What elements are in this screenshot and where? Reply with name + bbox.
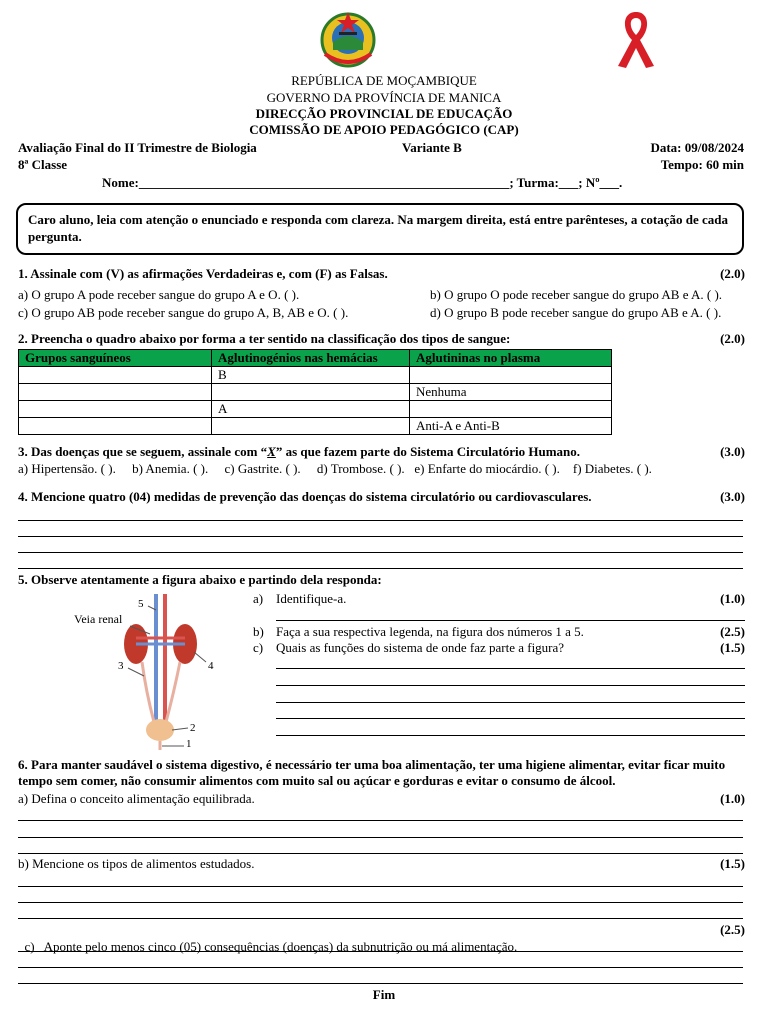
exam-time: Tempo: 60 min: [660, 157, 744, 172]
q5c-label: c): [253, 640, 264, 655]
table-cell[interactable]: [410, 367, 612, 384]
answer-line[interactable]: [18, 886, 743, 887]
q5b-label: b): [253, 624, 264, 639]
answer-line[interactable]: [18, 967, 743, 968]
q1-item-c[interactable]: c) O grupo AB pode receber sangue do grupo A, B, AB e O. ( ).: [18, 305, 349, 320]
q1-item-a[interactable]: a) O grupo A pode receber sangue do grupo A e O. ( ).: [18, 287, 300, 302]
mozambique-emblem-icon: [317, 8, 379, 70]
header-republic: REPÚBLICA DE MOÇAMBIQUE: [291, 73, 477, 88]
exam-class: 8ª Classe: [18, 157, 68, 172]
q6c-points: (2.5): [720, 922, 745, 937]
figure-number-2: 2: [190, 722, 196, 734]
q4-points: (3.0): [720, 489, 745, 504]
figure-number-4: 4: [208, 660, 214, 672]
q3-title: [18, 443, 745, 460]
q6b: [18, 855, 745, 872]
table-header-row: [19, 350, 612, 367]
answer-line[interactable]: [18, 837, 743, 838]
answer-line[interactable]: [18, 918, 743, 919]
q5a-points: (1.0): [720, 591, 745, 606]
q5c-text: Quais as funções do sistema de onde faz parte a figura?: [276, 640, 565, 655]
table-cell[interactable]: [212, 418, 410, 435]
answer-line[interactable]: [276, 702, 745, 703]
answer-line[interactable]: [18, 552, 743, 553]
figure-number-5: 5: [138, 598, 144, 610]
q1-points: (2.0): [720, 266, 745, 281]
q5a-label: a): [253, 591, 264, 606]
q3-points: (3.0): [720, 444, 745, 459]
q6-title: 6. Para manter saudável o sistema digestivo, é necessário ter uma boa alimentação, ter uma higiene alimentar, evitar ficar muito tempo sem comer, não consumir alimentos com muito sal ou açúcar e gorduras e evitar o consumo de álcool.: [18, 757, 726, 788]
answer-line[interactable]: [18, 951, 743, 952]
table-cell[interactable]: [19, 418, 212, 435]
table-header: Grupos sanguíneos: [19, 350, 212, 367]
exam-variant: Variante B: [402, 140, 462, 155]
answer-line[interactable]: [18, 902, 743, 903]
table-cell[interactable]: Nenhuma: [410, 384, 612, 401]
student-name-line[interactable]: Nome:_________________________________________________________; Turma:___; Nº___.: [102, 175, 623, 190]
answer-line[interactable]: [276, 685, 745, 686]
figure-label-vein: Veia renal: [74, 612, 123, 626]
q4-title-text: 4. Mencione quatro (04) medidas de prevenção das doenças do sistema circulatório ou cardiovasculares.: [18, 489, 592, 504]
answer-line[interactable]: [18, 520, 743, 521]
q2-title: [18, 330, 745, 347]
q6b-points: (1.5): [720, 856, 745, 871]
header-directorate: DIRECÇÃO PROVINCIAL DE EDUCAÇÃO: [255, 106, 513, 121]
instructions-box: Caro aluno, leia com atenção o enunciado e responda com clareza. Na margem direita, está entre parênteses, a cotação de cada pergunta.: [16, 203, 744, 255]
answer-line[interactable]: [18, 983, 743, 984]
blood-type-table: [18, 349, 612, 435]
table-row: [19, 367, 612, 384]
footer-end: Fim: [372, 987, 396, 1002]
q6a-text: a) Defina o conceito alimentação equilibrada.: [18, 791, 255, 806]
q5a-text: Identifique-a.: [276, 591, 347, 606]
q5b-text: Faça a sua respectiva legenda, na figura dos números 1 a 5.: [276, 624, 584, 639]
exam-date: Data: 09/08/2024: [650, 140, 744, 155]
table-cell[interactable]: [19, 384, 212, 401]
q2-points: (2.0): [720, 331, 745, 346]
q6a-points: (1.0): [720, 791, 745, 806]
header-commission: COMISSÃO DE APOIO PEDAGÓGICO (CAP): [249, 122, 519, 137]
table-row: [19, 384, 612, 401]
q1-title-text: 1. Assinale com (V) as afirmações Verdadeiras e, com (F) as Falsas.: [18, 266, 388, 281]
q1-item-b[interactable]: b) O grupo O pode receber sangue do grupo AB e A. ( ).: [430, 287, 723, 302]
answer-line[interactable]: [276, 718, 745, 719]
q5b-points: (2.5): [720, 624, 745, 639]
q6c-text: c) Aponte pelo menos cinco (05) consequências (doenças) da subnutrição ou má alimentação.: [24, 939, 518, 954]
table-row: [19, 401, 612, 418]
table-cell[interactable]: A: [212, 401, 410, 418]
answer-line[interactable]: [276, 620, 745, 621]
q1-item-d[interactable]: d) O grupo B pode receber sangue do grupo AB e A. ( ).: [430, 305, 722, 320]
q6a: [18, 790, 745, 807]
exam-title: Avaliação Final do II Trimestre de Biologia: [18, 140, 257, 155]
answer-line[interactable]: [18, 568, 743, 569]
answer-line[interactable]: [276, 735, 745, 736]
table-cell[interactable]: [212, 384, 410, 401]
q3-title-mark: X: [267, 444, 276, 459]
table-cell[interactable]: B: [212, 367, 410, 384]
q6c: [18, 921, 745, 954]
q5c-points: (1.5): [720, 640, 745, 655]
answer-line[interactable]: [276, 668, 745, 669]
table-cell[interactable]: [410, 401, 612, 418]
table-row: [19, 418, 612, 435]
aids-ribbon-icon: [610, 8, 662, 70]
header-government: GOVERNO DA PROVÍNCIA DE MANICA: [266, 90, 502, 105]
q3-title-post: ” as que fazem parte do Sistema Circulatório Humano.: [275, 444, 580, 459]
figure-number-1: 1: [186, 738, 192, 750]
table-header: Aglutinogénios nas hemácias: [212, 350, 410, 367]
q3-options[interactable]: a) Hipertensão. ( ). b) Anemia. ( ). c) Gastrite. ( ). d) Trombose. ( ). e) Enfarte do miocárdio. ( ). f) Diabetes. ( ).: [18, 461, 652, 476]
table-cell[interactable]: [19, 367, 212, 384]
q2-title-text: 2. Preencha o quadro abaixo por forma a ter sentido na classificação dos tipos de sangue:: [18, 331, 511, 346]
q4-title: [18, 488, 745, 505]
table-cell[interactable]: [19, 401, 212, 418]
table-header: Aglutininas no plasma: [410, 350, 612, 367]
q6b-text: b) Mencione os tipos de alimentos estudados.: [18, 856, 255, 871]
answer-line[interactable]: [18, 536, 743, 537]
q3-title-pre: 3. Das doenças que se seguem, assinale com “: [18, 444, 268, 459]
figure-number-3: 3: [118, 660, 124, 672]
table-cell[interactable]: Anti-A e Anti-B: [410, 418, 612, 435]
answer-line[interactable]: [18, 853, 743, 854]
q1-title: [18, 265, 745, 282]
answer-line[interactable]: [18, 820, 743, 821]
q5-title: 5. Observe atentamente a figura abaixo e partindo dela responda:: [18, 572, 382, 587]
